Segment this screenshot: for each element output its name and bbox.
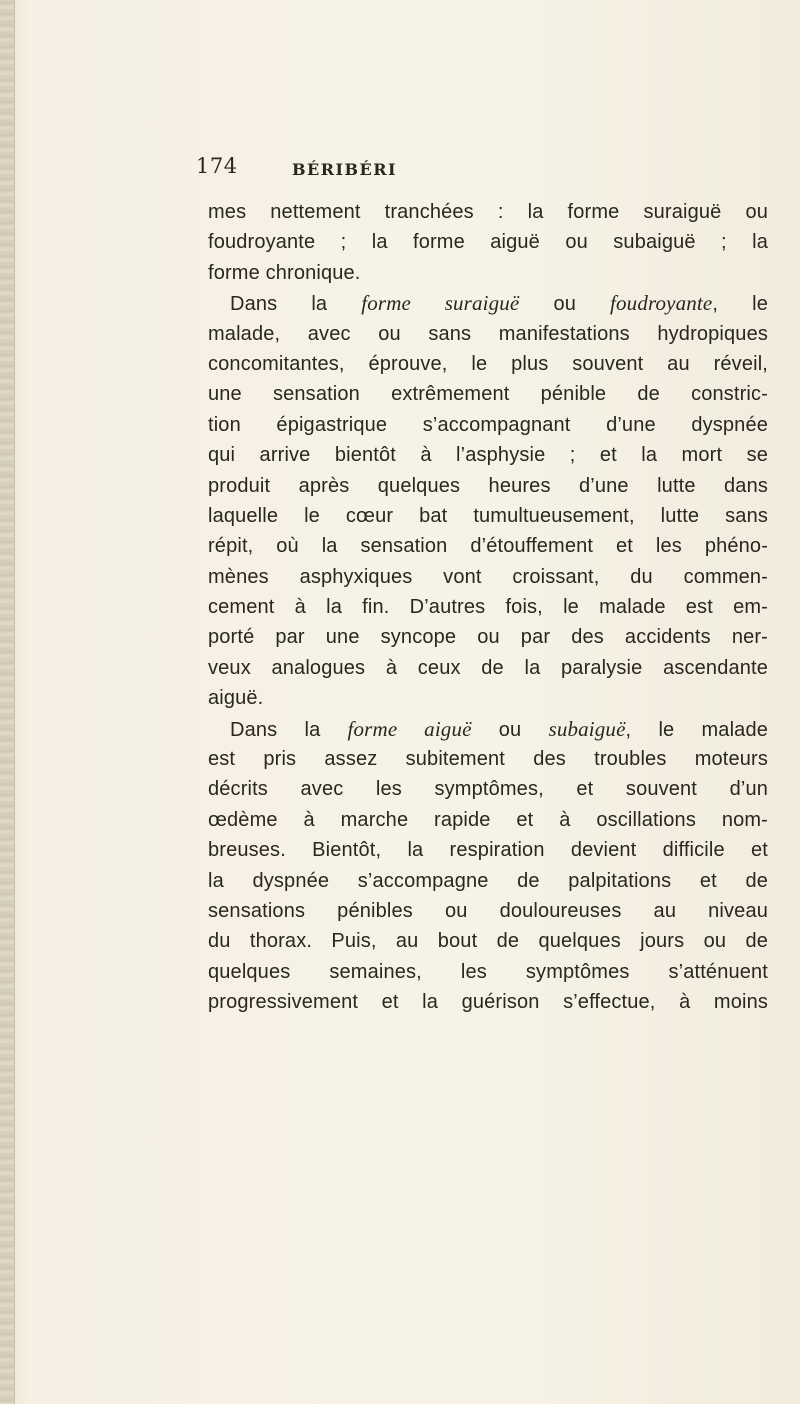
text-run: ou <box>471 718 549 741</box>
text-run: ou <box>519 293 611 316</box>
text-line: veux analogues à ceux de la paralysie ascendante <box>208 656 768 679</box>
text-line: foudroyante ; la forme aiguë ou subaiguë ; la <box>208 231 768 254</box>
text-run: , le malade <box>625 718 768 741</box>
text-line: aiguë. <box>208 687 264 710</box>
text-line: malade, avec ou sans manifestations hydropiques <box>208 322 768 345</box>
text-line: mènes asphyxiques vont croissant, du commen- <box>208 565 768 588</box>
text-line: produit après quelques heures d’une lutte dans <box>208 474 768 497</box>
text-line: mes nettement tranchées : la forme suraiguë ou <box>208 201 768 223</box>
text-line: est pris assez subitement des troubles moteurs <box>208 748 768 771</box>
text-run: , le <box>712 293 768 316</box>
text-line: laquelle le cœur bat tumultueusement, lutte sans <box>208 504 768 527</box>
text-line: forme chronique. <box>208 261 361 284</box>
text-line: concomitantes, éprouve, le plus souvent au réveil, <box>208 352 768 375</box>
text-line: répit, où la sensation d’étouffement et les phéno- <box>208 535 768 558</box>
page-number: 174 <box>196 154 238 178</box>
italic-term: foudroyante <box>610 291 713 316</box>
text-line: une sensation extrêmement pénible de constric- <box>208 383 768 406</box>
text-run: Dans la <box>230 718 348 741</box>
page-binding-edge <box>0 0 15 1404</box>
running-head: BÉRIBÉRI <box>292 160 397 179</box>
text-line: œdème à marche rapide et à oscillations nom- <box>208 808 768 831</box>
text-line: sensations pénibles ou douloureuses au niveau <box>208 899 768 922</box>
italic-term: forme aiguë <box>347 716 472 741</box>
italic-term: forme suraiguë <box>361 291 520 316</box>
text-line: décrits avec les symptômes, et souvent d’un <box>208 778 768 801</box>
text-line <box>208 714 768 744</box>
text-line: la dyspnée s’accompagne de palpitations et de <box>208 869 768 892</box>
text-line <box>208 288 768 318</box>
text-run: Dans la <box>230 293 362 316</box>
text-line: quelques semaines, les symptômes s’atténuent <box>208 960 768 983</box>
italic-term: subaiguë <box>548 716 626 741</box>
text-line: cement à la fin. D’autres fois, le malade est em- <box>208 596 768 619</box>
text-line: tion épigastrique s’accompagnant d’une dyspnée <box>208 413 768 436</box>
text-line: qui arrive bientôt à l’asphysie ; et la mort se <box>208 444 768 467</box>
text-line: du thorax. Puis, au bout de quelques jours ou de <box>208 930 768 953</box>
text-line: progressivement et la guérison s’effectue, à moins <box>208 991 768 1014</box>
text-line: porté par une syncope ou par des accidents ner- <box>208 626 768 649</box>
text-line: breuses. Bientôt, la respiration devient difficile et <box>208 839 768 862</box>
body-text <box>208 197 768 1018</box>
